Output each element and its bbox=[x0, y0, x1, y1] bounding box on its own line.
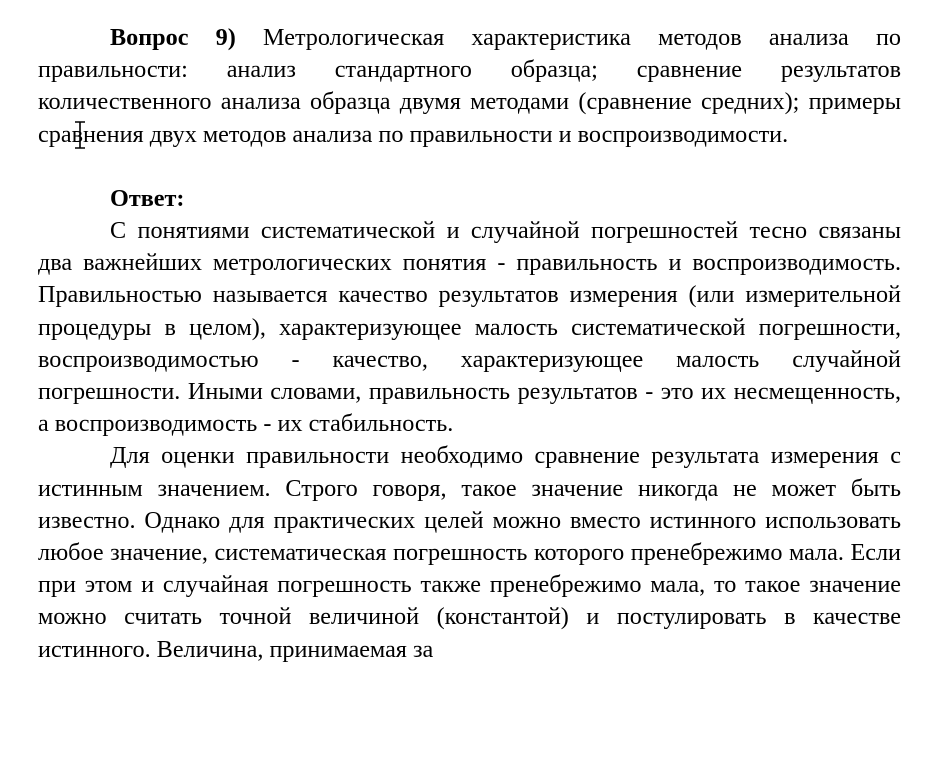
question-paragraph bbox=[38, 22, 901, 151]
answer-label: Ответ: bbox=[110, 184, 185, 212]
answer-paragraph-2: Для оценки правильности необходимо сравнение результата измерения с истинным значением. Строго говоря, такое значение никогда не может быть известно. Однако для практических целей можно вместо истинного использовать любое значение, систематическая погрешность которого пренебрежимо мала. Если при этом и случайная погрешность также пренебрежимо мала, то такое значение можно считать точной величиной (константой) и постулировать в качестве истинного. Величина, принимаемая за bbox=[38, 442, 901, 663]
question-text: Метрологическая характеристика методов анализа по правильности: анализ стандартного образца; сравнение результатов количественного анализа образца двумя методами (сравнение средних); примеры сравнения двух методов анализа по правильности и воспроизводимости. bbox=[38, 24, 902, 148]
paragraph-spacer bbox=[38, 151, 901, 183]
answer-paragraph-1: С понятиями систематической и случайной погрешностей тесно связаны два важнейших метрологических понятия - правильность и воспроизводимость. Правильностью называется качество результатов измерения (или измерительной процедуры в целом), характеризующее малость систематической погрешности, воспроизводимостью - качество, характеризующее малость случайной погрешности. Иными словами, правильность результатов - это их несмещенность, а воспроизводимость - их стабильность. bbox=[38, 217, 901, 438]
text-cursor-ibeam-icon bbox=[74, 121, 86, 149]
question-label: Вопрос 9) bbox=[110, 24, 236, 51]
